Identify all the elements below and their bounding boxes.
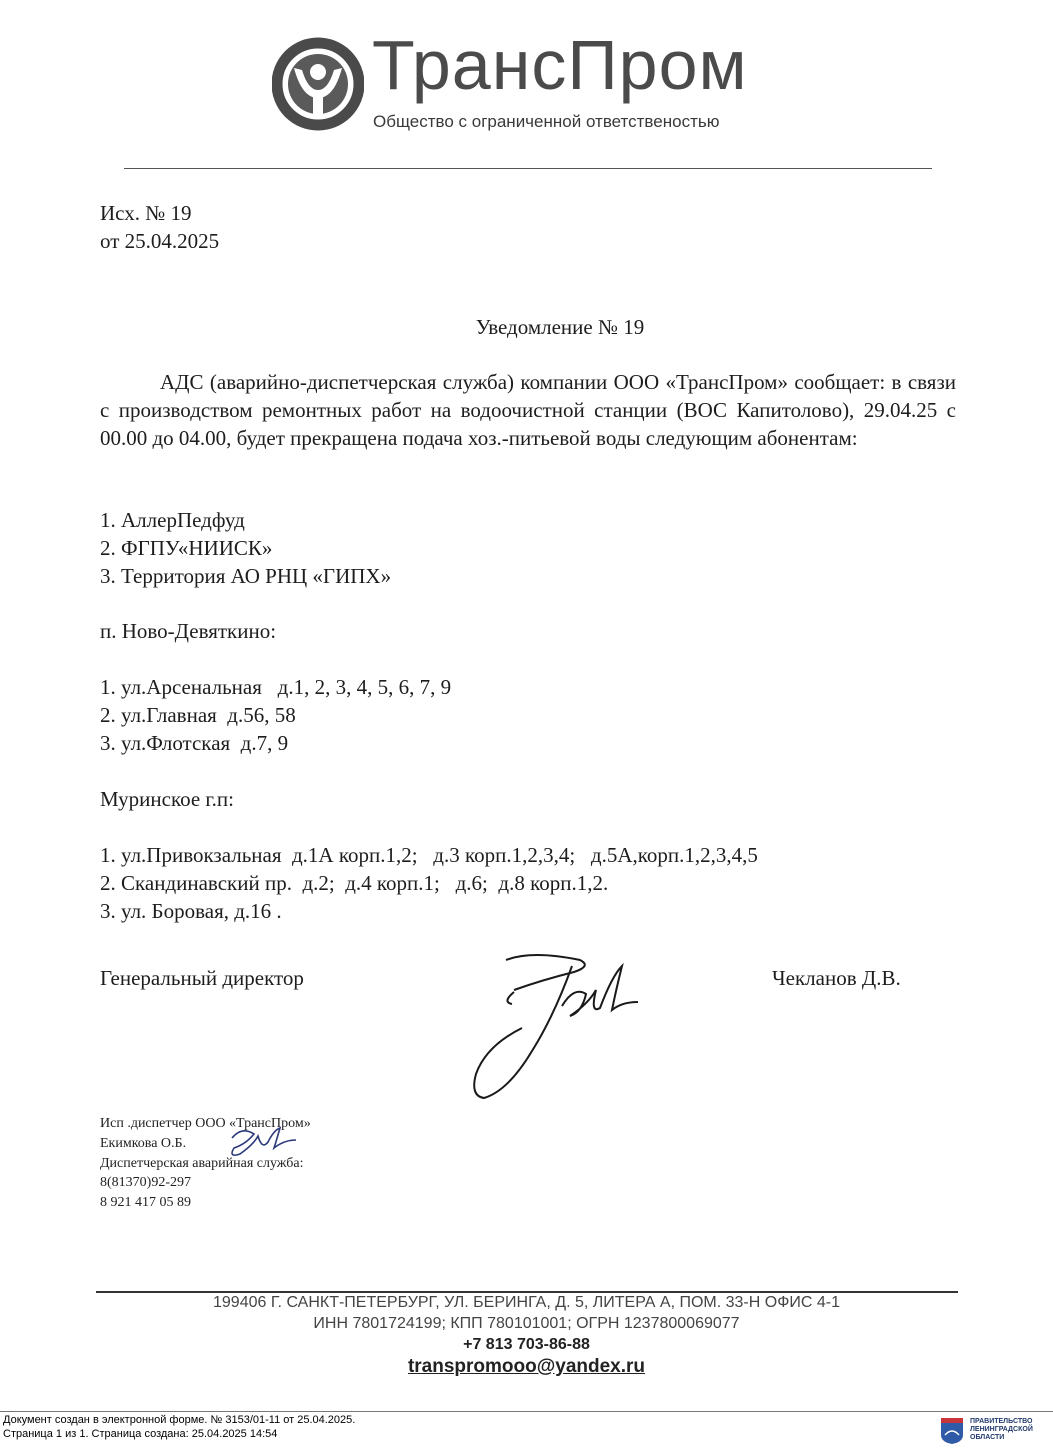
executor-name: Екимкова О.Б. <box>100 1136 187 1151</box>
footer-email-link[interactable]: transpromooo@yandex.ru <box>407 1356 646 1377</box>
government-emblem-icon <box>940 1417 964 1445</box>
footer-divider <box>96 1291 958 1293</box>
address-item: 3. ул. Боровая, д.16 . <box>100 899 282 923</box>
strip-page-info: Страница 1 из 1. Страница создана: 25.04.2025 14:54 <box>3 1428 278 1440</box>
header-divider <box>124 168 932 169</box>
executor-service: Диспетчерская аварийная служба: <box>100 1156 304 1171</box>
notice-body: АДС (аварийно-диспетчерская служба) компании ООО «ТрансПром» сообщает: в связи с производством ремонтных работ на водоочистной станции (ВОС Капитолово), 29.04.25 с 00.00 до 04.00, будет прекращена подача хоз.-питьевой воды следующим абонентам: <box>100 370 956 450</box>
footer-address: 199406 Г. САНКТ-ПЕТЕРБУРГ, УЛ. БЕРИНГА, Д. 5, ЛИТЕРА А, ПОМ. 33-Н ОФИС 4-1 <box>213 1294 840 1311</box>
address-item: 2. Скандинавский пр. д.2; д.4 корп.1; д.6; д.8 корп.1,2. <box>100 871 609 895</box>
section-heading: Муринское г.п: <box>100 787 234 811</box>
notice-title: Уведомление № 19 <box>475 315 645 339</box>
signatory-role: Генеральный директор <box>100 966 304 990</box>
government-label <box>970 1418 1033 1442</box>
gov-label-line: ЛЕНИНГРАДСКОЙ <box>970 1426 1033 1433</box>
company-logo-icon <box>272 34 364 138</box>
gov-label-line: ОБЛАСТИ <box>970 1434 1005 1441</box>
subscriber-item: 2. ФГПУ«НИИСК» <box>100 536 273 560</box>
footer-phone: +7 813 703-86-88 <box>463 1336 590 1353</box>
outgoing-date: от 25.04.2025 <box>100 229 220 253</box>
outgoing-number: Исх. № 19 <box>100 201 192 225</box>
subscriber-item: 3. Территория АО РНЦ «ГИПХ» <box>100 564 392 588</box>
executor-phone: 8(81370)92-297 <box>100 1175 191 1190</box>
subscriber-item: 1. АллерПедфуд <box>100 508 245 532</box>
strip-divider <box>0 1411 1053 1412</box>
footer-requisites: ИНН 7801724199; КПП 780101001; ОГРН 1237800069077 <box>313 1315 740 1332</box>
signatory-name: Чекланов Д.В. <box>772 966 901 990</box>
company-subtitle: Общество с ограниченной ответственостью <box>373 112 720 131</box>
address-item: 2. ул.Главная д.56, 58 <box>100 703 296 727</box>
signature-icon <box>462 946 652 1106</box>
executor-line: Исп .диспетчер ООО «ТрансПром» <box>100 1116 311 1131</box>
gov-label-line: ПРАВИТЕЛЬСТВО <box>970 1418 1033 1425</box>
address-item: 1. ул.Арсенальная д.1, 2, 3, 4, 5, 6, 7, 9 <box>100 675 452 699</box>
executor-mobile: 8 921 417 05 89 <box>100 1195 191 1210</box>
address-item: 1. ул.Привокзальная д.1А корп.1,2; д.3 корп.1,2,3,4; д.5А,корп.1,2,3,4,5 <box>100 843 758 867</box>
strip-doc-info: Документ создан в электронной форме. № 3153/01-11 от 25.04.2025. <box>3 1414 356 1426</box>
address-item: 3. ул.Флотская д.7, 9 <box>100 731 289 755</box>
section-heading: п. Ново-Девяткино: <box>100 619 277 643</box>
company-name: ТрансПром <box>372 26 748 104</box>
